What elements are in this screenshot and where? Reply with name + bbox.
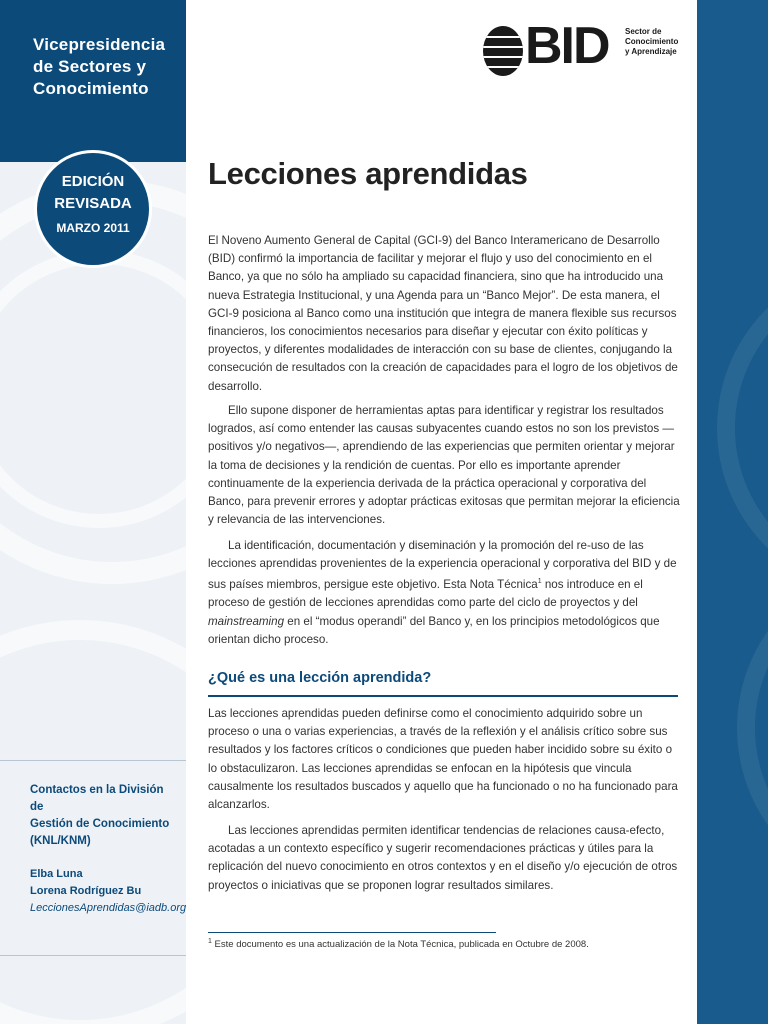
department-title bbox=[33, 34, 183, 100]
edition-badge bbox=[34, 150, 152, 268]
footnote-mark: 1 bbox=[208, 938, 212, 945]
sidebar-header bbox=[0, 0, 186, 162]
body-paragraph: Las lecciones aprendidas permiten identificar tendencias de relaciones causa-efecto, acotadas a un contexto específico y sugerir recomendaciones prácticas y útiles para la replicación del nuevo conocimiento en otros contextos y en el diseño y/o ejecución de otros proyectos o iniciativas que se proponen lograr resultados similares. bbox=[208, 824, 678, 892]
footnote-rule bbox=[208, 932, 496, 933]
page-title: Lecciones aprendidas bbox=[208, 156, 528, 191]
globe-icon bbox=[483, 26, 523, 76]
section-heading: ¿Qué es una lección aprendida? bbox=[208, 670, 432, 686]
emphasis-text: mainstreaming bbox=[208, 614, 285, 628]
decorative-swirl bbox=[717, 260, 768, 596]
heading-rule bbox=[208, 695, 678, 697]
logo-acronym: BID bbox=[525, 17, 609, 75]
logo-subtitle-line: Sector de bbox=[625, 27, 662, 36]
footnote-reference[interactable]: 1 bbox=[537, 578, 542, 586]
badge-date: MARZO 2011 bbox=[56, 221, 130, 235]
decorative-swirl bbox=[737, 560, 768, 896]
body-paragraph bbox=[208, 537, 680, 649]
contact-name: Lorena Rodríguez Bu bbox=[30, 885, 142, 897]
badge-line: EDICIÓN bbox=[61, 173, 125, 190]
paragraph-text: nos introduce en el proceso de gestión de lecciones aprendidas como parte del ciclo de proyectos y del bbox=[208, 578, 643, 610]
contacts-block bbox=[30, 782, 186, 917]
right-decorative-bar bbox=[697, 0, 768, 1024]
decorative-swirl bbox=[0, 250, 186, 528]
contacts-title: (KNL/KNM) bbox=[30, 835, 91, 847]
body-paragraph: Ello supone disponer de herramientas aptas para identificar y registrar los resultados logrados, así como entender las causas subyacentes cuando estos no son los previstos —positivos y/o negativos—, aprendiendo de las experiencias que permiten orientar y mejorar la toma de decisiones y la rendición de cuentas. Por ello es importante aprender continuamente de la experiencia derivada de la práctica operacional y corporativa del Banco, para prevenir errores y adoptar prácticas exitosas que permitan mejorar la eficiencia y relevancia de las intervenciones. bbox=[208, 404, 680, 527]
contact-name: Elba Luna bbox=[30, 868, 83, 880]
department-title-line: Conocimiento bbox=[33, 79, 149, 98]
logo-subtitle-line: Conocimiento bbox=[625, 37, 679, 46]
divider bbox=[0, 955, 186, 956]
badge-line: REVISADA bbox=[54, 195, 132, 212]
body-paragraph: Las lecciones aprendidas pueden definirse como el conocimiento adquirido sobre un proceso o una o varias experiencias, a través de la reflexión y el análisis crítico sobre sus resultados y los factores críticos o condiciones que pueden haber incidido sobre su éxito o lo obstaculizaron. Las lecciones aprendidas se enfocan en la hipótesis que vincula causalmente los resultados buscados y aquello que ha funcionado o no ha funcionado para alcanzarlos. bbox=[208, 707, 678, 812]
body-paragraph: El Noveno Aumento General de Capital (GCI-9) del Banco Interamericano de Desarrollo (BID) confirmó la importancia de facilitar y mejorar el flujo y uso del conocimiento en el Banco, ya que no sólo ha ampliado su capacidad financiera, sino que ha introducido una nueva Estrategia Institucional, y una Agenda para un “Banco Mejor”. De esta manera, el GCI-9 posiciona al Banco como una institución que integra de manera flexible sus recursos financieros, los conocimientos necesarios para diseñar y ejecutar con éxito políticas y proyectos, y diferentes modalidades de interacción con su base de clientes, conjugando la consecución de resultados con la creación de capacidades para el logro de los objetivos de desarrollo. bbox=[208, 234, 678, 393]
logo-subtitle-line: y Aprendizaje bbox=[625, 47, 677, 56]
footnote-text: Este documento es una actualización de la Nota Técnica, publicada en Octubre de 2008. bbox=[211, 939, 589, 951]
divider bbox=[0, 760, 186, 761]
department-title-line: Vicepresidencia bbox=[33, 35, 166, 54]
bid-logo bbox=[483, 17, 683, 80]
paragraph-text: en el “modus operandi” del Banco y, en los principios metodológicos que orientan dicho proceso. bbox=[208, 614, 660, 646]
logo-subtitle bbox=[625, 27, 678, 57]
contacts-title: Gestión de Conocimiento bbox=[30, 818, 170, 830]
footnote bbox=[208, 938, 589, 950]
department-title-line: de Sectores y bbox=[33, 57, 147, 76]
contact-email-link[interactable]: LeccionesAprendidas@iadb.org bbox=[30, 902, 186, 914]
contacts-title: Contactos en la División de bbox=[30, 784, 164, 813]
paragraph-text: La identificación, documentación y diseminación y la promoción del re-uso de las lecciones aprendidas provenientes de la experiencia operacional y corporativa del BID y de sus países miembros, persigue este objetivo. Esta Nota Técnica bbox=[208, 539, 677, 592]
